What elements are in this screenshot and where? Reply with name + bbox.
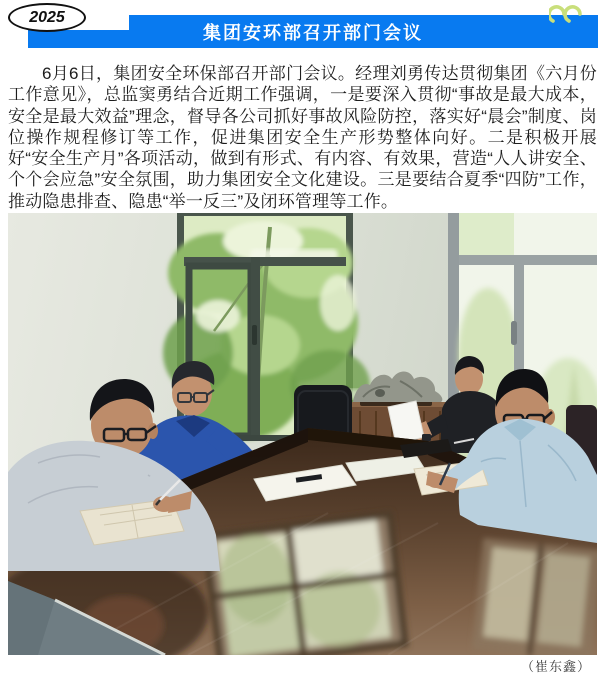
meeting-photo-illustration [8, 213, 597, 655]
quote-marks-icon [549, 3, 585, 32]
photo-caption: （崔东鑫） [520, 659, 591, 674]
wrist-watch [422, 434, 431, 441]
year-badge-wrap [5, 2, 129, 30]
article-body: 6月6日，集团安全环保部召开部门会议。经理刘勇传达贯彻集团《六月份工作意见》，总监窦勇结合近期工作强调，一是要深入贯彻“事故是最大成本，安全是最大效益”理念，督导各公司抓好事故风险防控，落实好“晨会”制度、岗位操作规程修订等工作，促进集团安全生产形势整体向好。二是积极开展好“安全生产月”各项活动，做到有形式、有内容、有效果，营造“人人讲安全、个个会应急”安全氛围，助力集团安全文化建设。三是要结合夏季“四防”工作，推动隐患排查、隐患“举一反三”及闭环管理等工作。 [8, 64, 597, 211]
meeting-photo [8, 213, 597, 655]
year-badge: 2025 [8, 3, 86, 32]
window-handle-left [252, 325, 257, 345]
page-title: 集团安环部召开部门会议 [203, 22, 423, 43]
window-handle-right [511, 321, 517, 345]
